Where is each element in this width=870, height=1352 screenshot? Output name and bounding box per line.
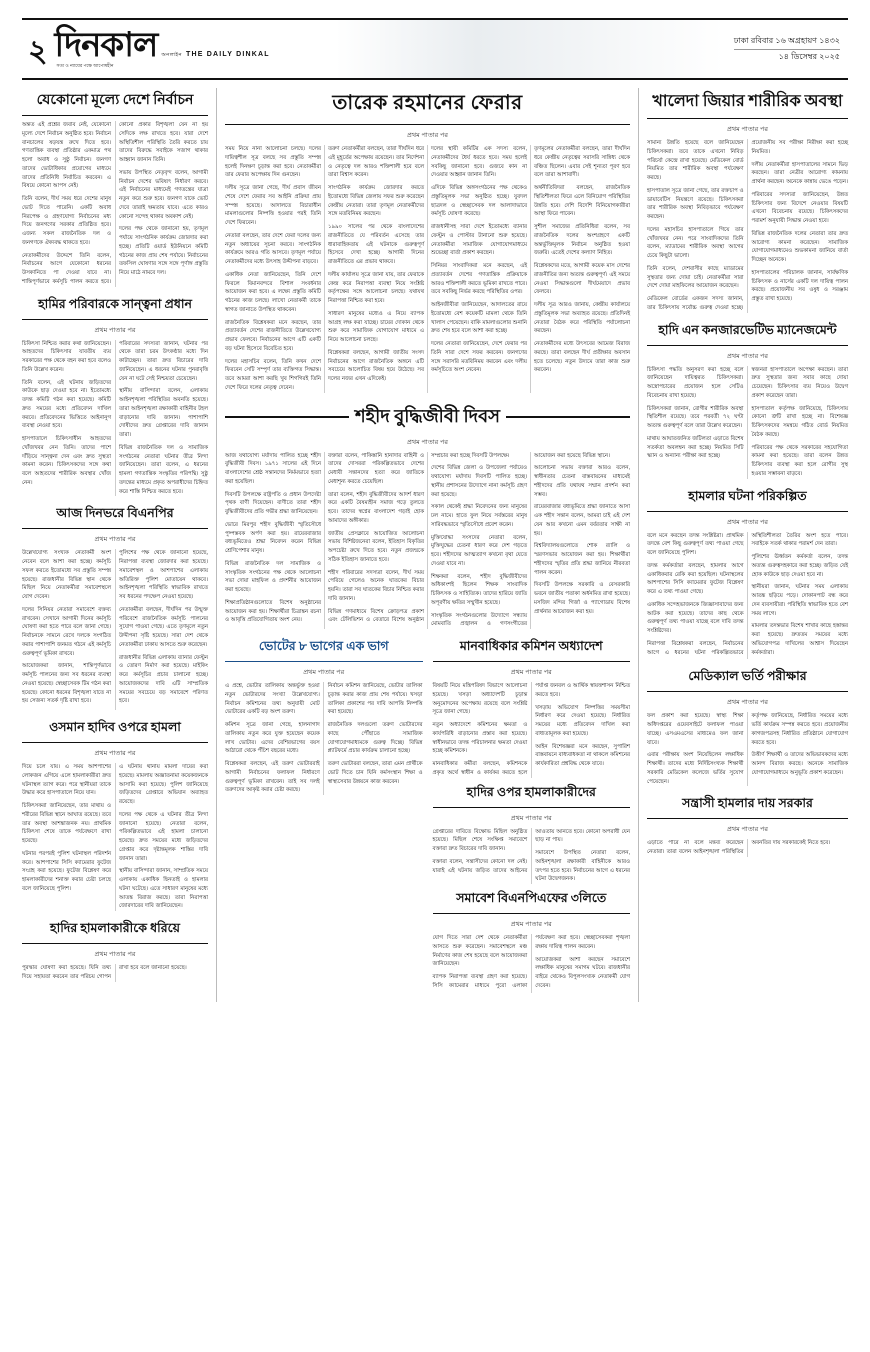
article-attack-planned [647, 488, 848, 660]
article-paragraph: সামান্য উন্নতি হয়েছে বলে জানিয়েছেন চিকিৎসকরা। তবে তাকে এখনো নিবিড় পরিচর্যা কেন্দ্রে রাখা হয়েছে। মেডিকেল বোর্ড নিয়মিত তার শারীরিক অবস্থা পর্যবেক্ষণ করছে। [647, 140, 744, 181]
article-paragraph: নতুন অধ্যাদেশে কমিশনের ক্ষমতা ও কার্যপরিধি বাড়ানোর প্রস্তাব করা হয়েছে। স্বাধীনভাবে তদন্ত পরিচালনার ক্ষমতা দেওয়া হচ্ছে কমিশনকে। [432, 722, 528, 755]
article-paragraph: সুশীল সমাজের প্রতিনিধিরা বলেন, সব রাজনৈতিক দলের অংশগ্রহণে একটি অন্তর্ভুক্তিমূলক নির্বাচন অনুষ্ঠিত হওয়া জরুরি। এতেই দেশের কল্যাণ নিহিত। [534, 224, 630, 257]
article-paragraph: নির্বাচন কমিশন জানিয়েছে, ভোটার তালিকা চূড়ান্ত করার কাজ প্রায় শেষ পর্যায়ে। খসড়া তালিকা প্রকাশের পর দাবি আপত্তি নিষ্পত্তি করা হয়েছে। [327, 683, 423, 716]
section-heading [225, 402, 630, 433]
article-paragraph: মেডিকেল বোর্ডের একজন সদস্য জানান, তার চিকিৎসায় সর্বোচ্চ গুরুত্ব দেওয়া হচ্ছে। প্রয়োজনীয় সব পরীক্ষা নিরীক্ষা করা হচ্ছে নিয়মিত। [647, 140, 848, 311]
publication-tagline: সত্য ও ন্যায়ের পক্ষে আপোষহীন [56, 62, 114, 68]
article-headline: হামলার ঘটনা পরিকল্পিত [647, 488, 848, 512]
article-paragraph: একাধিক নেতা জানিয়েছেন, তিনি দেশে ফিরলে বিমানবন্দরে বিশাল সংবর্ধনার আয়োজন করা হবে। এ লক্ষ্যে প্রস্তুতি কমিটি গঠনের কাজ চলছে। লাখো নেতাকর্মী তাকে স্বাগত জানাতে উপস্থিত থাকবেন। [225, 271, 321, 313]
article-paragraph: দলীয় সূত্র আরও জানায়, কেন্দ্রীয় কার্যালয়ে প্রস্তুতিমূলক সভা অব্যাহত রয়েছে। প্রতিদিনই নেতারা বৈঠক করে পরিস্থিতি পর্যালোচনা করছেন। [534, 302, 630, 335]
article-paragraph: স্বজনরা হাসপাতালে অপেক্ষা করছেন। তারা দ্রুত সুস্থতার জন্য সবার কাছে দোয়া চেয়েছেন। চিকিৎসার ব্যয় নিয়েও উদ্বেগ প্রকাশ করেছেন তারা। [751, 366, 848, 399]
article-paragraph: রায়েরবাজার বধ্যভূমিতে শ্রদ্ধা জানাতে আসা এক শহীদ সন্তান বলেন, আমরা চাই এই দেশ যেন আর কখনো এমন বর্বরতার সাক্ষী না হয়। [534, 504, 630, 537]
article-paragraph: বিভিন্ন গণমাধ্যমে বিশেষ ক্রোড়পত্র প্রকাশ এবং টেলিভিশন ও বেতারে বিশেষ অনুষ্ঠান সম্প্রচার করা হচ্ছে দিবসটি উপলক্ষে। [328, 452, 510, 624]
rule-left [225, 416, 349, 418]
article-paragraph: রাজনৈতিক বিশ্লেষকরা মনে করছেন, তার প্রত্যাবর্তন দেশের রাজনীতিতে উল্লেখযোগ্য প্রভাব ফেলবে। নির্বাচনের আগে এটি একটি বড় ঘটনা হিসেবে বিবেচিত হবে। [225, 319, 321, 352]
article-paragraph: বিশ্লেষকরা বলছেন, আগামী জাতীয় সংসদ নির্বাচনের আগে রাজনৈতিক অঙ্গনে এটি সবচেয়ে আলোচিত বিষয় হয়ে উঠেছে। সব দলের নজর এখন এদিকেই। [328, 349, 424, 382]
article-paragraph: উল্লেখযোগ্য সংখ্যক নেতাকর্মী অংশ নেবেন বলে আশা করা হচ্ছে। কর্মসূচি সফল করতে ইতোমধ্যে সব প্রস্তুতি সম্পন্ন হয়েছে। রাজধানীর বিভিন্ন স্থান থেকে মিছিল নিয়ে নেতাকর্মীরা সমাবেশস্থলে যোগ দেবেন। [22, 550, 111, 600]
article-conservative-management [647, 322, 848, 479]
article-paragraph: শহীদ পরিবারের সদস্যরা বলেন, দীর্ঘ সময় পেরিয়ে গেলেও অনেক ঘাতকের বিচার হয়নি। তারা সব ঘাতকের বিচার নিশ্চিত করার দাবি জানান। [328, 569, 424, 602]
article-paragraph: রাজধানীর বিভিন্ন এলাকায় ব্যানার ফেস্টুন ও তোরণ নির্মাণ করা হয়েছে। মাইকিং করে কর্মসূচির প্রচার চালানো হচ্ছে। আয়োজকদের দাবি এটি সাম্প্রতিক সময়ের সবচেয়ে বড় সমাবেশে পরিণত হবে। [119, 654, 208, 705]
article-paragraph: হাসপাতালের পরিচালক জানান, সার্বক্ষণিক চিকিৎসক ও নার্সের একটি দল দায়িত্ব পালন করছে। প্রয়োজনীয় সব ওষুধ ও সরঞ্জাম প্রস্তুত রাখা হয়েছে। [751, 269, 848, 302]
article-paragraph: সাংগঠনিক কার্যক্রম জোরদার করতে ইতোমধ্যে বিভিন্ন জেলায় সফর শুরু করেছেন কেন্দ্রীয় নেতারা। তারা তৃণমূল নেতাকর্মীদের সঙ্গে মতবিনিময় করছেন। [328, 185, 424, 218]
article-headline: যেকোনো মূল্যে দেশে নির্বাচন [22, 88, 208, 116]
article-paragraph: বিশ্লেষকদের মতে, আগামী কয়েক মাস দেশের রাজনীতির জন্য অত্যন্ত গুরুত্বপূর্ণ। এই সময়ে নেওয়া সিদ্ধান্তগুলো দীর্ঘমেয়াদে প্রভাব ফেলবে। [534, 263, 630, 296]
section-title: শহীদ বুদ্ধিজীবী দিবস [354, 405, 501, 426]
article-paragraph: এদিকে বিভিন্ন অঙ্গসংগঠনের পক্ষ থেকেও প্রস্তুতিমূলক সভা অনুষ্ঠিত হচ্ছে। যুবদল ছাত্রদল ও স্বেচ্ছাসেবক দল আলাদাভাবে কর্মসূচি ঘোষণা করেছে। [431, 185, 527, 218]
article-byline: প্রথম পাতার পর [407, 132, 448, 139]
article-headline: হাদির হামলাকারীকে ধরিয়ে [22, 920, 208, 944]
article-paragraph: ঘটনার পরপরই পুলিশ ঘটনাস্থল পরিদর্শন করে। আশপাশের সিসি ক্যামেরার ফুটেজ সংগ্রহ করা হয়েছে। ফুটেজ বিশ্লেষণ করে হামলাকারীদের শনাক্ত করার চেষ্টা চলছে বলে জানিয়েছে পুলিশ। [22, 850, 111, 892]
article-paragraph: রাজধানীসহ সারা দেশে ইতোমধ্যে ব্যানার ফেস্টুন ও পোস্টার টানানো শুরু হয়েছে। নেতাকর্মীরা সামাজিক যোগাযোগমাধ্যমে শুভেচ্ছা বার্তা প্রকাশ করছেন। [431, 224, 527, 257]
article-paragraph: দিবসটি উপলক্ষে সরকারি ও বেসরকারি ভবনে জাতীয় পতাকা অর্ধনমিত রাখা হয়েছে। মসজিদ মন্দির গির্জা ও প্যাগোডায় বিশেষ প্রার্থনার আয়োজন করা হয়। [534, 582, 630, 615]
article-paragraph: দলীয় সূত্রে জানা গেছে, দীর্ঘ প্রবাস জীবন শেষে দেশে ফেরার সব আইনি প্রক্রিয়া প্রায় সম্পন্ন হয়েছে। আদালতে বিচারাধীন মামলাগুলোর নিষ্পত্তি হওয়ার পরই তিনি দেশে ফিরবেন। [225, 185, 321, 226]
article-family-condolence [22, 296, 208, 497]
publication-english-name: THE DAILY DINKAL [185, 50, 270, 58]
article-byline: প্রথম পাতার পর [94, 951, 136, 958]
article-paragraph: নেতাকর্মীরা বলছেন, দীর্ঘদিন পর উন্মুক্ত পরিবেশে রাজনৈতিক কর্মসূচি পালনের সুযোগ পাওয়া গেছে। এতে তৃণমূলে নতুন উদ্দীপনা সৃষ্টি হয়েছে। সারা দেশ থেকে নেতাকর্মীরা ঢাকায় আসতে শুরু করেছেন। [119, 606, 208, 648]
article-paragraph: শিক্ষকরা বলেন, শহীদ বুদ্ধিজীবীদের অধিকাংশই ছিলেন শিক্ষক সাংবাদিক চিকিৎসক ও সাহিত্যিক। তাদের হারিয়ে জাতি অপূরণীয় ক্ষতির সম্মুখীন হয়েছে। [431, 573, 527, 606]
date-english: ১৪ ডিসেম্বর ২০২৫ [778, 52, 840, 61]
article-paragraph: চিকিৎসকরা জানান, রোগীর শারীরিক অবস্থা স্থিতিশীল রয়েছে। তবে পরবর্তী ৭২ ঘণ্টা অত্যন্ত গুরুত্বপূর্ণ বলে তারা উল্লেখ করেছেন। [647, 405, 744, 429]
article-human-rights-ordinance [433, 638, 631, 993]
article-headline: মানবাধিকার কমিশন অধ্যাদেশ [433, 638, 631, 662]
article-headline: তারেক রহমানের ফেরার [225, 88, 630, 125]
article-paragraph: পুলিশের ঊর্ধ্বতন কর্মকর্তা বলেন, তদন্ত অত্যন্ত গুরুত্বসহকারে করা হচ্ছে। জড়িত যেই হোক কাউকে ছাড় দেওয়া হবে না। [751, 554, 848, 578]
article-paragraph: সিনিয়র সাংবাদিকরা মনে করছেন, এই প্রত্যাবর্তন দেশের গণতান্ত্রিক প্রক্রিয়াকে আরও শক্তিশালী করতে ভূমিকা রাখতে পারে। তবে সবকিছু নির্ভর করছে পরিস্থিতির ওপর। [431, 263, 527, 296]
article-paragraph: দেশের বিভিন্ন জেলা ও উপজেলা পর্যায়েও যথাযোগ্য মর্যাদায় দিবসটি পালিত হচ্ছে। স্থানীয় প্রশাসনের উদ্যোগে নানা কর্মসূচি গ্রহণ করা হয়েছে। [431, 465, 527, 498]
article-paragraph: সমাবেশে উপস্থিত নেতারা বলেন, আইনশৃঙ্খলা রক্ষাকারী বাহিনীকে আরও তৎপর হতে হবে। নির্বাচনের আগে এ ধরনের ঘটনা উদ্বেগজনক। [535, 850, 630, 883]
article-paragraph: এ ঘটনায় থানায় মামলা দায়ের করা হয়েছে। মামলায় অজ্ঞাতনামা কয়েকজনকে আসামি করা হয়েছে। পুলিশ জানিয়েছে জড়িতদের গ্রেপ্তারে অভিযান অব্যাহত রয়েছে। [119, 764, 208, 805]
article-headline: সন্ত্রাসী হামলার দায় সরকার [647, 795, 848, 819]
article-byline: প্রথম পাতার পর [727, 699, 768, 707]
article-paragraph: সকাল থেকেই শ্রদ্ধা নিবেদনের জন্য মানুষের ঢল নামে। হাতে ফুল নিয়ে সর্বস্তরের মানুষ সারিবদ্ধভাবে স্মৃতিসৌধে প্রবেশ করেন। [431, 504, 527, 528]
article-paragraph: হাসপাতাল কর্তৃপক্ষ জানিয়েছে, চিকিৎসায় কোনো ত্রুটি রাখা হচ্ছে না। বিশেষজ্ঞ চিকিৎসকদের সমন্বয়ে গঠিত বোর্ড নিয়মিত বৈঠক করছে। [751, 405, 848, 438]
middle-column [217, 88, 639, 1002]
article-paragraph: সময় নিয়ে নানা আলোচনা চলছে। দলের দায়িত্বশীল সূত্র বলছে সব প্রস্তুতি সম্পন্ন হলেই দিনক্ষণ চূড়ান্ত করা হবে। নেতাকর্মীরা তার ফেরার অপেক্ষায় দিন গুনছেন। [225, 146, 321, 179]
article-paragraph: রাজনৈতিক দলগুলো তরুণ ভোটারদের কাছে পৌঁছাতে সামাজিক যোগাযোগমাধ্যমকে গুরুত্ব দিচ্ছে। বিভিন্ন প্ল্যাটফর্মে প্রচার কার্যক্রম চালানো হচ্ছে। [327, 722, 423, 755]
article-paragraph: ব্যাপক নিরাপত্তা ব্যবস্থা গ্রহণ করা হয়েছে। সিসি ক্যামেরার মাধ্যমে পুরো এলাকা পর্যবেক্ষণ করা হবে। স্বেচ্ছাসেবকরা শৃঙ্খলা রক্ষায় দায়িত্ব পালন করবেন। [432, 935, 630, 989]
masthead [22, 18, 848, 80]
article-paragraph: মামলার তদন্তভার বিশেষ শাখার কাছে হস্তান্তর করা হয়েছে। দ্রুততম সময়ের মধ্যে অভিযোগপত্র দাখিলের আশ্বাস দিয়েছেন কর্মকর্তারা। [751, 623, 848, 656]
article-paragraph: আইন বিশেষজ্ঞরা মনে করছেন, সুপারিশ বাস্তবায়নে বাধ্যবাধকতা না থাকলে কমিশনের কার্যকারিতা প্রশ্নবিদ্ধ থেকে যাবে। [535, 743, 630, 767]
article-voter-eighth [225, 638, 423, 993]
article-paragraph: আইনজীবীরা জানিয়েছেন, আদালতের রায়ে ইতোমধ্যে বেশ কয়েকটি মামলা থেকে তিনি খালাস পেয়েছেন। বাকি মামলাগুলোর শুনানি দ্রুত শেষ হবে বলে আশা করা হচ্ছে। [431, 302, 527, 335]
article-paragraph: নেতাকর্মীদের মধ্যে উৎসবের আমেজ বিরাজ করছে। তারা বলছেন দীর্ঘ প্রতীক্ষার অবসান হতে চলেছে। নতুন উদ্যমে তারা কাজ শুরু করবেন। [534, 341, 630, 374]
article-paragraph: জাতীয় প্রেসক্লাবে আয়োজিত আলোচনা সভায় বিশিষ্টজনেরা বলেন, ইতিহাস বিকৃতির অপচেষ্টা রুখে দিতে হবে। নতুন প্রজন্মকে সঠিক ইতিহাস জানাতে হবে। [328, 530, 424, 563]
article-byline: প্রথম পাতার পর [727, 518, 768, 526]
article-paragraph: দলের মহাসচিব বলেন, তিনি কখন দেশে ফিরবেন সেটি সম্পূর্ণ তার ব্যক্তিগত সিদ্ধান্ত। তবে আমরা আশা করছি খুব শিগগিরই তিনি দেশে ফিরে দলের নেতৃত্ব দেবেন। [225, 358, 321, 391]
article-paragraph: কমিশন সূত্রে জানা গেছে, হালনাগাদ তালিকায় নতুন করে যুক্ত হয়েছেন কয়েক লাখ ভোটার। এদের বেশিরভাগের বয়স আঠারো থেকে পঁচিশ বছরের মধ্যে। [225, 722, 320, 755]
article-headline: হামির পরিবারকে সান্ত্বনা প্রধান [22, 296, 208, 320]
article-paragraph: নেতারা বলছেন, তার দেশে ফেরা দলের জন্য নতুন অধ্যায়ের সূচনা করবে। সাংগঠনিক কার্যক্রমে আরও গতি আসবে। তৃণমূল পর্যায়ে নেতাকর্মীদের মধ্যে উৎসাহ উদ্দীপনা বাড়বে। [225, 232, 321, 265]
article-paragraph: দলের স্থায়ী কমিটির এক সদস্য বলেন, নেতাকর্মীদের ধৈর্য ধরতে হবে। সময় হলেই সবকিছু জানানো হবে। গুজবে কান না দেওয়ার আহ্বান জানান তিনি। [431, 146, 527, 179]
right-column [639, 88, 848, 1002]
article-paragraph: বিভিন্ন রাজনৈতিক দল সামাজিক ও সাংস্কৃতিক সংগঠনের পক্ষ থেকে আলোচনা সভা দোয়া মাহফিল ও প্রদর্শনীর আয়োজন করা হয়েছে। [225, 560, 321, 593]
article-paragraph: দলের সিনিয়র নেতারা সমাবেশে বক্তব্য রাখবেন। সেখানে আগামী দিনের কর্মসূচি ঘোষণা করা হতে পারে বলে জানা গেছে। নির্বাচনকে সামনে রেখে দলকে সংগঠিত করার পাশাপাশি জনমত গঠনে এই কর্মসূচি গুরুত্বপূর্ণ ভূমিকা রাখবে। [22, 606, 111, 657]
article-paragraph: পরিবারের পক্ষ থেকে সরকারের সহযোগিতা কামনা করা হয়েছে। তারা বলেন উন্নত চিকিৎসার ব্যবস্থা করা হলে রোগীর সুস্থ হওয়ার সম্ভাবনা বাড়বে। [751, 444, 848, 477]
article-paragraph: সভায় উপস্থিত নেতৃবৃন্দ বলেন, আগামী নির্বাচন দেশের ভবিষ্যৎ নির্ধারণ করবে। এই নির্বাচনের মাধ্যমেই গণতন্ত্রের যাত্রা নতুন করে শুরু হবে। জনগণ যাকে ভোট দেবে তারাই ক্ষমতায় যাবে। এতে কারও কোনো সন্দেহ থাকার অবকাশ নেই। [119, 169, 208, 220]
article-paragraph: হাসপাতালে চিকিৎসাধীন আহতদের খোঁজখবর নেন তিনি। তাদের পাশে দাঁড়িয়ে সান্ত্বনা দেন এবং দ্রুত সুস্থতা কামনা করেন। চিকিৎসকদের সঙ্গে কথা বলে আহতদের শারীরিক অবস্থার খোঁজ নেন। [22, 436, 111, 486]
article-paragraph: বক্তারা বলেন, সন্ত্রাসীদের কোনো দল নেই। যারাই এই ঘটনায় জড়িত তাদের আইনের আওতায় আনতে হবে। কোনো অপরাধী যেন ছাড় না পায়। [432, 828, 630, 874]
article-paragraph: তরুণ ভোটাররা বলছেন, তারা এমন প্রার্থীকে ভোট দিতে চান যিনি কর্মসংস্থান শিক্ষা ও স্বাস্থ্যসেবার উন্নয়নে কাজ করবেন। [327, 761, 423, 785]
article-byline: প্রথম পাতার পর [303, 669, 345, 676]
left-column [22, 88, 217, 1002]
article-paragraph: তৃণমূলের নেতাকর্মীরা বলছেন, তারা দীর্ঘদিন ধরে কেন্দ্রীয় নেতৃত্বের সরাসরি সান্নিধ্য থেকে বঞ্চিত ছিলেন। এবার সেই শূন্যতা পূরণ হবে বলে তারা আশাবাদী। [534, 146, 630, 179]
article-paragraph: পরিবারের সদস্যরা জানিয়েছেন, উন্নত চিকিৎসার জন্য বিদেশে নেওয়ার বিষয়টি এখনো বিবেচনায় রয়েছে। চিকিৎসকদের পরামর্শ অনুযায়ী সিদ্ধান্ত নেওয়া হবে। [751, 191, 848, 224]
article-paragraph: চিকিৎসকরা জানিয়েছেন, তার মাথায় ও শরীরের বিভিন্ন স্থানে আঘাত রয়েছে। তবে তার অবস্থা আশঙ্কাজনক নয়। প্রাথমিক চিকিৎসা শেষে তাকে পর্যবেক্ষণে রাখা হয়েছে। [22, 803, 111, 844]
article-paragraph: মাথায় আঘাতজনিত জটিলতা এড়াতে বিশেষ সতর্কতা অবলম্বন করা হচ্ছে। নিয়মিত সিটি স্ক্যান ও অন্যান্য পরীক্ষা করা হচ্ছে। [647, 435, 744, 460]
mid-subsection-row-1 [225, 638, 630, 1002]
article-byline: প্রথম পাতার পর [94, 750, 136, 757]
article-paragraph: উত্তীর্ণ শিক্ষার্থী ও তাদের অভিভাবকদের মধ্যে আনন্দ বিরাজ করছে। অনেকে সামাজিক যোগাযোগমাধ্যমে অনুভূতি প্রকাশ করেছেন। [751, 752, 848, 776]
page-body [22, 88, 848, 1002]
page-number: ২ [28, 34, 48, 68]
article-paragraph: স্থানীয়রা জানান, ঘটনার সময় এলাকায় আতঙ্ক ছড়িয়ে পড়ে। দোকানপাট বন্ধ করে দেন ব্যবসায়ীরা। পরিস্থিতি স্বাভাবিক হতে বেশ সময় লাগে। [751, 584, 848, 617]
article-paragraph: এড়াতে পারে না বলে মন্তব্য করেছেন নেতারা। তারা বলেন আইনশৃঙ্খলা পরিস্থিতির অবনতির দায় সরকারকেই নিতে হবে। [647, 840, 831, 855]
article-paragraph: দলীয় কার্যালয় সূত্রে জানা যায়, তার ফেরাকে কেন্দ্র করে নিরাপত্তা ব্যবস্থা নিয়ে সংশ্লিষ্ট কর্তৃপক্ষের সঙ্গে আলোচনা চলছে। যথাযথ নিরাপত্তা নিশ্চিত করা হবে। [328, 271, 424, 304]
article-paragraph: সাংস্কৃতিক সংগঠনগুলোর উদ্যোগে সন্ধ্যায় মোমবাতি প্রজ্বালন ও গণসংগীতের আয়োজন করা হয়েছে বিভিন্ন স্থানে। [431, 452, 610, 628]
article-paragraph: অন্তত এই প্রশ্নের জবাব নেই, যেকোনো মূল্যে দেশে নির্বাচন অনুষ্ঠিত হবে। নির্বাচন বানচালের ষড়যন্ত্র রুখে দিতে হবে। গণতান্ত্রিক ব্যবস্থা প্রতিষ্ঠার একমাত্র পথ হলো অবাধ ও সুষ্ঠু নির্বাচন। জনগণ তাদের ভোটাধিকার প্রয়োগের মাধ্যমে তাদের প্রতিনিধি নির্বাচিত করবেন। এ বিষয়ে কোনো আপস নেই। [22, 122, 111, 190]
article-paragraph: বিশ্লেষকরা বলছেন, এই তরুণ ভোটাররাই আগামী নির্বাচনের ফলাফল নির্ধারণে গুরুত্বপূর্ণ ভূমিকা রাখবেন। তাই সব দলই তরুণদের আকৃষ্ট করার চেষ্টা করছে। [225, 761, 320, 794]
article-paragraph: স্থানীয় বাসিন্দারা জানান, সাম্প্রতিক সময়ে এলাকায় একাধিক ছিনতাই ও হামলার ঘটনা ঘটেছে। এতে সাধারণ মানুষের মধ্যে আতঙ্ক বিরাজ করছে। তারা নিরাপত্তা জোরদারের দাবি জানিয়েছেন। [119, 868, 208, 910]
article-paragraph: তিনি বলেন, দেশবাসীর কাছে ম্যাডামের সুস্থতার জন্য দোয়া চাই। নেতাকর্মীরা সারা দেশে দোয়া মাহফিলের আয়োজন করেছেন। [647, 265, 744, 290]
article-paragraph: গ্রেপ্তারের দাবিতে বিক্ষোভ মিছিল অনুষ্ঠিত হয়েছে। মিছিল শেষে সংক্ষিপ্ত সমাবেশে বক্তারা দ্রুত বিচারের দাবি জানান। [432, 828, 528, 852]
article-paragraph: দিয়ে চলে যায়। এ সময় আশপাশের লোকজন এগিয়ে এলে হামলাকারীরা দ্রুত ঘটনাস্থল ত্যাগ করে। পরে স্থানীয়রা তাকে উদ্ধার করে হাসপাতালে নিয়ে যান। [22, 764, 111, 797]
publication-logo: দিনকাল [54, 26, 158, 64]
article-headline: ওসমান হাদিব ওপরে হামলা [22, 719, 208, 743]
article-paragraph: দলের মহাসচিব হাসপাতালে গিয়ে তার খোঁজখবর নেন। পরে সাংবাদিকদের তিনি বলেন, ম্যাডামের শারীরিক অবস্থা আগের চেয়ে কিছুটা ভালো। [647, 226, 744, 259]
article-paragraph: বিশ্ববিদ্যালয়গুলোতে শোক র‍্যালি ও স্মরণসভার আয়োজন করা হয়। শিক্ষার্থীরা শহীদদের স্মৃতির প্রতি শ্রদ্ধা জানিয়ে নীরবতা পালন করেন। [534, 543, 630, 576]
article-headline: হাদির ওপর হামলাকারীদের [433, 784, 631, 808]
logo-sub-label: অনলাইন [161, 51, 182, 58]
article-paragraph: স্থানীয় বাসিন্দারা বলেন, এলাকায় আইনশৃঙ্খলা পরিস্থিতির অবনতি হয়েছে। তারা আইনশৃঙ্খলা রক্ষাকারী বাহিনীর টহল বাড়ানোর দাবি জানান। পাশাপাশি দোষীদের দ্রুত গ্রেপ্তারের দাবি জানান তারা। [119, 388, 208, 438]
article-paragraph: দলীয় নেতাকর্মীরা হাসপাতালের সামনে ভিড় করছেন। তারা নেত্রীর আরোগ্য কামনায় প্রার্থনা করছেন। অনেকে কান্নায় ভেঙে পড়েন। [751, 161, 848, 185]
article-headline: মেডিক্যাল ভর্তি পরীক্ষার [647, 668, 848, 692]
article-paragraph: আজ যথাযোগ্য মর্যাদায় পালিত হচ্ছে শহীদ বুদ্ধিজীবী দিবস। ১৯৭১ সালের এই দিনে বাংলাদেশের শ্রেষ্ঠ সন্তানদের নির্মমভাবে হত্যা করা হয়েছিল। [225, 452, 321, 485]
article-byline: প্রথম পাতার পর [510, 814, 552, 822]
article-headline: ভোটের ৮ ভাগের এক ভাগ [225, 638, 423, 662]
article-paragraph: আয়োজকরা আশা করছেন সমাবেশে লক্ষাধিক মানুষের সমাগম ঘটবে। রাজধানীর বাইরে থেকেও বিপুলসংখ্যক নেতাকর্মী যোগ দেবেন। [535, 956, 630, 989]
article-attacker-reward [22, 920, 208, 982]
article-byline: প্রথম পাতার পর [727, 826, 768, 834]
masthead-brand [22, 26, 270, 70]
article-attack-osman [22, 719, 208, 911]
article-paragraph: পরিবারের সদস্যরা জানান, ঘটনার পর থেকে তারা চরম উৎকণ্ঠার মধ্যে দিন কাটাচ্ছেন। তারা দ্রুত বিচারের দাবি জানিয়েছেন। এ ধরনের ঘটনার পুনরাবৃত্তি যেন না ঘটে সেই নিশ্চয়তা চেয়েছেন। [119, 340, 208, 382]
article-paragraph: দলের নেতারা জানিয়েছেন, দেশে ফেরার পর তিনি সারা দেশে সফর করবেন। জনগণের সঙ্গে সরাসরি মতবিনিময় করবেন এবং দলীয় কর্মসূচিতে অংশ নেবেন। [431, 341, 527, 374]
article-paragraph: এ প্রশ্নে, ভোটার তালিকায় অন্তর্ভুক্ত হওয়া নতুন ভোটারদের সংখ্যা উল্লেখযোগ্য। নির্বাচন কমিশনের তথ্য অনুযায়ী মোট ভোটারের একটি বড় অংশ তরুণ। [225, 683, 320, 716]
article-paragraph: বিভিন্ন রাজনৈতিক দল ও সামাজিক সংগঠনের নেতারা ঘটনার তীব্র নিন্দা জানিয়েছেন। তারা বলেন, এ ধরনের হামলা গণতান্ত্রিক সংস্কৃতির পরিপন্থি। সুষ্ঠু তদন্তের মাধ্যমে প্রকৃত অপরাধীদের চিহ্নিত করে শাস্তি নিশ্চিত করতে হবে। [119, 444, 208, 495]
article-byline: প্রথম পাতার পর [407, 438, 448, 446]
article-paragraph: চিকিৎসা পদ্ধতি অনুসরণ করা হচ্ছে বলে জানিয়েছেন দায়িত্বরত চিকিৎসকরা। অস্ত্রোপচারের প্রয়োজন হলে সেটিও বিবেচনায় রাখা হয়েছে। [647, 366, 744, 399]
article-byline: প্রথম পাতার পর [510, 921, 552, 928]
article-paragraph: দলের পক্ষ থেকে এ ঘটনার তীব্র নিন্দা জানানো হয়েছে। নেতারা বলেন, পরিকল্পিতভাবে এই হামলা চালানো হয়েছে। দ্রুত সময়ের মধ্যে জড়িতদের গ্রেপ্তার করে দৃষ্টান্তমূলক শাস্তির দাবি জানান তারা। [119, 811, 208, 862]
article-paragraph: দিবসটি উপলক্ষে রাষ্ট্রপতি ও প্রধান উপদেষ্টা পৃথক বাণী দিয়েছেন। বাণীতে তারা শহীদ বুদ্ধিজীবীদের প্রতি গভীর শ্রদ্ধা জানিয়েছেন। [225, 491, 321, 515]
article-paragraph: একাধিক সন্দেহভাজনকে জিজ্ঞাসাবাদের জন্য আটক করা হয়েছে। তাদের কাছ থেকে গুরুত্বপূর্ণ তথ্য পাওয়া যাচ্ছে বলে দাবি তদন্ত সংশ্লিষ্টদের। [647, 601, 744, 634]
article-headline: খালেদা জিয়ার শারীরিক অবস্থা [647, 88, 848, 119]
article-byline: প্রথম পাতার পর [94, 326, 136, 334]
article-byline: প্রথম পাতার পর [94, 536, 136, 544]
article-paragraph: বিষয়টি নিয়ে মন্ত্রিপরিষদ বিভাগে আলোচনা হয়েছে। খসড়া অধ্যাদেশটি চূড়ান্ত অনুমোদনের অপেক্ষায় রয়েছে বলে সংশ্লিষ্ট সূত্রে জানা গেছে। [432, 683, 528, 716]
article-headline: আজ দিনভরে বিএনপির [22, 505, 208, 529]
article-govt-responsibility [647, 795, 848, 857]
article-paragraph: আলোচনা সভায় বক্তারা আরও বলেন, স্বাধীনতার চেতনা বাস্তবায়নের মাধ্যমেই শহীদদের প্রতি যথাযথ সম্মান প্রদর্শন করা সম্ভব। [534, 465, 630, 498]
article-bnp-program [22, 505, 208, 710]
article-paragraph: মুক্তিযোদ্ধা সংসদের নেতারা বলেন, মুক্তিযুদ্ধের চেতনা ধারণ করে দেশ গড়তে হবে। শহীদদের আত্মত্যাগ কখনো বৃথা যেতে দেওয়া যাবে না। [431, 534, 527, 567]
masthead-date [734, 34, 848, 63]
article-paragraph: পুলিশের পক্ষ থেকে জানানো হয়েছে, নিরাপত্তা ব্যবস্থা জোরদার করা হয়েছে। সমাবেশস্থল ও আশপাশের এলাকায় অতিরিক্ত পুলিশ মোতায়েন থাকবে। আইনশৃঙ্খলা পরিস্থিতি স্বাভাবিক রাখতে সব ধরনের পদক্ষেপ নেওয়া হয়েছে। [119, 550, 208, 600]
article-election [22, 88, 208, 287]
article-paragraph: বলে মনে করছেন তদন্ত সংশ্লিষ্টরা। প্রাথমিক তদন্তে বেশ কিছু গুরুত্বপূর্ণ তথ্য পাওয়া গেছে বলে জানিয়েছে পুলিশ। [647, 532, 744, 556]
article-paragraph: মানবাধিকার কর্মীরা বলছেন, কমিশনকে প্রকৃত অর্থে স্বাধীন ও কার্যকর করতে হলে পর্যাপ্ত জনবল ও আর্থিক স্বায়ত্তশাসন নিশ্চিত করতে হবে। [432, 683, 630, 776]
article-headline: সমাবেশ বিএনপিএফের ৩লিতে [433, 890, 631, 914]
article-paragraph: নেতাকর্মীদের উদ্দেশে তিনি বলেন, নির্বাচনের আগে যেকোনো ধরনের উসকানিতে পা দেওয়া যাবে না। শান্তিপূর্ণভাবে কর্মসূচি পালন করতে হবে। কোনো প্রকার বিশৃঙ্খলা যেন না হয় সেদিকে লক্ষ রাখতে হবে। যারা দেশে অস্থিতিশীল পরিস্থিতি তৈরি করতে চায় তাদের বিরুদ্ধে সবাইকে সজাগ থাকার আহ্বান জানান তিনি। [22, 122, 208, 285]
article-paragraph: সাধারণ মানুষের মধ্যেও এ নিয়ে ব্যাপক আগ্রহ লক্ষ করা যাচ্ছে। চায়ের দোকান থেকে শুরু করে সামাজিক যোগাযোগ মাধ্যমে এ নিয়ে আলোচনা চলছে। [328, 310, 424, 343]
article-paragraph: তিনি বলেন, এই ঘটনায় জড়িতদের কাউকে ছাড় দেওয়া হবে না। ইতোমধ্যে তদন্ত কমিটি গঠন করা হয়েছে। কমিটি দ্রুত সময়ের মধ্যে প্রতিবেদন দাখিল করবে। প্রতিবেদনের ভিত্তিতে আইনানুগ ব্যবস্থা নেওয়া হবে। [22, 379, 111, 430]
article-khaleda-health [647, 88, 848, 313]
article-paragraph: ভোরে মিরপুর শহীদ বুদ্ধিজীবী স্মৃতিসৌধে পুষ্পস্তবক অর্পণ করা হয়। রায়েরবাজার বধ্যভূমিতেও শ্রদ্ধা নিবেদন করেন বিভিন্ন শ্রেণিপেশার মানুষ। [225, 521, 321, 554]
article-paragraph: তারা বলেন, শহীদ বুদ্ধিজীবীদের আদর্শ ধারণ করে একটি বৈষম্যহীন সমাজ গড়ে তুলতে হবে। তাদের স্বপ্নের বাংলাদেশ গড়াই হোক আমাদের অঙ্গীকার। [328, 491, 424, 524]
article-paragraph: তদন্ত কর্মকর্তারা বলছেন, হামলার আগে একাধিকবার রেকি করা হয়েছিল। ঘটনাস্থলের আশপাশের সিসি ক্যামেরার ফুটেজ বিশ্লেষণ করে এ তথ্য পাওয়া গেছে। [647, 562, 744, 595]
article-paragraph: নিরাপত্তা বিশ্লেষকরা বলছেন, নির্বাচনের আগে এ ধরনের ঘটনা পরিকল্পিতভাবে অস্থিতিশীলতা তৈরির অংশ হতে পারে। সবাইকে সতর্ক থাকার পরামর্শ দেন তারা। [647, 532, 848, 656]
article-headline: হাদি এন কনজারভেটিভ ম্যানেজমেন্ট [647, 322, 848, 346]
article-byline: প্রথম পাতার পর [510, 669, 552, 676]
date-bangla: ঢাকা রবিবার ১৬ অগ্রহায়ণ ১৪৩২ [734, 34, 840, 50]
article-paragraph: দলের পক্ষ থেকে জানানো হয়, তৃণমূল পর্যায়ে সাংগঠনিক কার্যক্রম জোরদার করা হচ্ছে। প্রতিটি ওয়ার্ড ইউনিয়নে কমিটি গঠনের কাজ প্রায় শেষ পর্যায়ে। নির্বাচনের তফসিল ঘোষণার সঙ্গে সঙ্গে পূর্ণাঙ্গ প্রস্তুতি নিয়ে মাঠে নামবে দল। [119, 226, 208, 276]
article-paragraph: যোগ দিতে সারা দেশ থেকে নেতাকর্মীরা আসতে শুরু করেছেন। সমাবেশস্থলে মঞ্চ নির্মাণের কাজ শেষ হয়েছে বলে আয়োজকরা জানিয়েছেন। [432, 935, 528, 968]
article-paragraph: হাসপাতাল সূত্রে জানা গেছে, তার রক্তচাপ ও ডায়াবেটিস নিয়ন্ত্রণে রয়েছে। চিকিৎসকরা তার শারীরিক অবস্থা নিবিড়ভাবে পর্যবেক্ষণ করছেন। [647, 187, 744, 220]
article-paragraph: বক্তারা বলেন, পাকিস্তানি হানাদার বাহিনী ও তাদের দোসররা পরিকল্পিতভাবে দেশের মেধাবী সন্তানদের হত্যা করে জাতিকে মেধাশূন্য করতে চেয়েছিল। [328, 452, 424, 485]
article-paragraph: আয়োজকরা জানান, শান্তিপূর্ণভাবে কর্মসূচি পালনের জন্য সব ধরনের ব্যবস্থা নেওয়া হয়েছে। স্বেচ্ছাসেবক টিম গঠন করা হয়েছে। কোনো ধরনের বিশৃঙ্খলা যাতে না হয় সেজন্য সতর্ক দৃষ্টি রাখা হবে। [22, 663, 111, 705]
article-paragraph: তিনি বলেন, দীর্ঘ সময় ধরে দেশের মানুষ ভোট দিতে পারেনি। একটি অবাধ নিরপেক্ষ ও গ্রহণযোগ্য নির্বাচনের মধ্য দিয়ে জনগণের সরকার প্রতিষ্ঠিত হবে। এজন্য সকল রাজনৈতিক দল ও জনগণকে ঐক্যবদ্ধ থাকতে হবে। [22, 196, 111, 246]
article-medical-admission-result [647, 668, 848, 786]
article-paragraph: শিক্ষাপ্রতিষ্ঠানগুলোতে বিশেষ অনুষ্ঠানের আয়োজন করা হয়। শিক্ষার্থীরা চিত্রাঙ্কন রচনা ও আবৃত্তি প্রতিযোগিতায় অংশ নেয়। [225, 599, 321, 624]
article-byline: প্রথম পাতার পর [727, 126, 768, 133]
article-tarique-return [225, 88, 630, 393]
article-paragraph: অর্থনীতিবিদরা বলছেন, রাজনৈতিক স্থিতিশীলতা ফিরে এলে বিনিয়োগ পরিস্থিতির উন্নতি হবে। দেশি বিদেশি বিনিয়োগকারীরা আস্থা ফিরে পাবেন। [534, 185, 630, 218]
article-byline: প্রথম পাতার পর [727, 352, 768, 360]
article-paragraph: ১৯৯০ সালের পর থেকে বাংলাদেশের রাজনীতিতে যে পরিবর্তন এসেছে তার ধারাবাহিকতায় এই ঘটনাকে গুরুত্বপূর্ণ হিসেবে দেখা হচ্ছে। আগামী দিনের রাজনীতিতে এর প্রভাব থাকবে। [328, 224, 424, 265]
article-paragraph: চিকিৎসা নিশ্চিত করার কথা জানিয়েছেন। আহতদের চিকিৎসার যাবতীয় ব্যয় সরকারের পক্ষ থেকে বহন করা হবে বলেও তিনি উল্লেখ করেন। [22, 340, 111, 373]
article-paragraph: খসড়ায় অভিযোগ নিষ্পত্তির সময়সীমা নির্ধারণ করে দেওয়া হয়েছে। নির্ধারিত সময়ের মধ্যে প্রতিবেদন দাখিল করা বাধ্যতামূলক করা হয়েছে। [535, 704, 630, 737]
article-paragraph: তরুণ নেতাকর্মীরা বলছেন, তারা দীর্ঘদিন ধরে এই মুহূর্তের অপেক্ষায় রয়েছেন। তার নির্দেশনা ও নেতৃত্বে দল আরও শক্তিশালী হবে বলে তারা বিশ্বাস করেন। [328, 146, 424, 179]
article-paragraph: পুরস্কার ঘোষণা করা হয়েছে। যিনি তথ্য দিয়ে সহায়তা করবেন তার পরিচয় গোপন রাখা হবে বলে জানানো হয়েছে। [22, 965, 187, 980]
article-paragraph: বিভিন্ন রাজনৈতিক দলের নেতারা তার দ্রুত আরোগ্য কামনা করেছেন। সামাজিক যোগাযোগমাধ্যমেও শুভকামনা জানিয়ে বার্তা দিচ্ছেন অনেকে। [751, 230, 848, 263]
article-martyred-intellectuals-day [225, 402, 630, 630]
article-paragraph: এবার পরীক্ষায় অংশ নিয়েছিলেন লক্ষাধিক শিক্ষার্থী। তাদের মধ্যে নির্দিষ্টসংখ্যক শিক্ষার্থী সরকারি মেডিকেল কলেজে ভর্তির সুযোগ পেয়েছেন। [647, 752, 744, 785]
article-paragraph: ফল প্রকাশ করা হয়েছে। স্বাস্থ্য শিক্ষা অধিদপ্তরের ওয়েবসাইটে ফলাফল পাওয়া যাচ্ছে। এসএমএসের মাধ্যমেও ফল জানা যাবে। [647, 713, 744, 746]
article-paragraph: কর্তৃপক্ষ জানিয়েছে, নির্ধারিত সময়ের মধ্যে ভর্তি কার্যক্রম সম্পন্ন করতে হবে। প্রয়োজনীয় কাগজপত্রসহ নির্ধারিত প্রতিষ্ঠানে যোগাযোগ করতে হবে। [751, 713, 848, 746]
rule-right [506, 416, 630, 418]
